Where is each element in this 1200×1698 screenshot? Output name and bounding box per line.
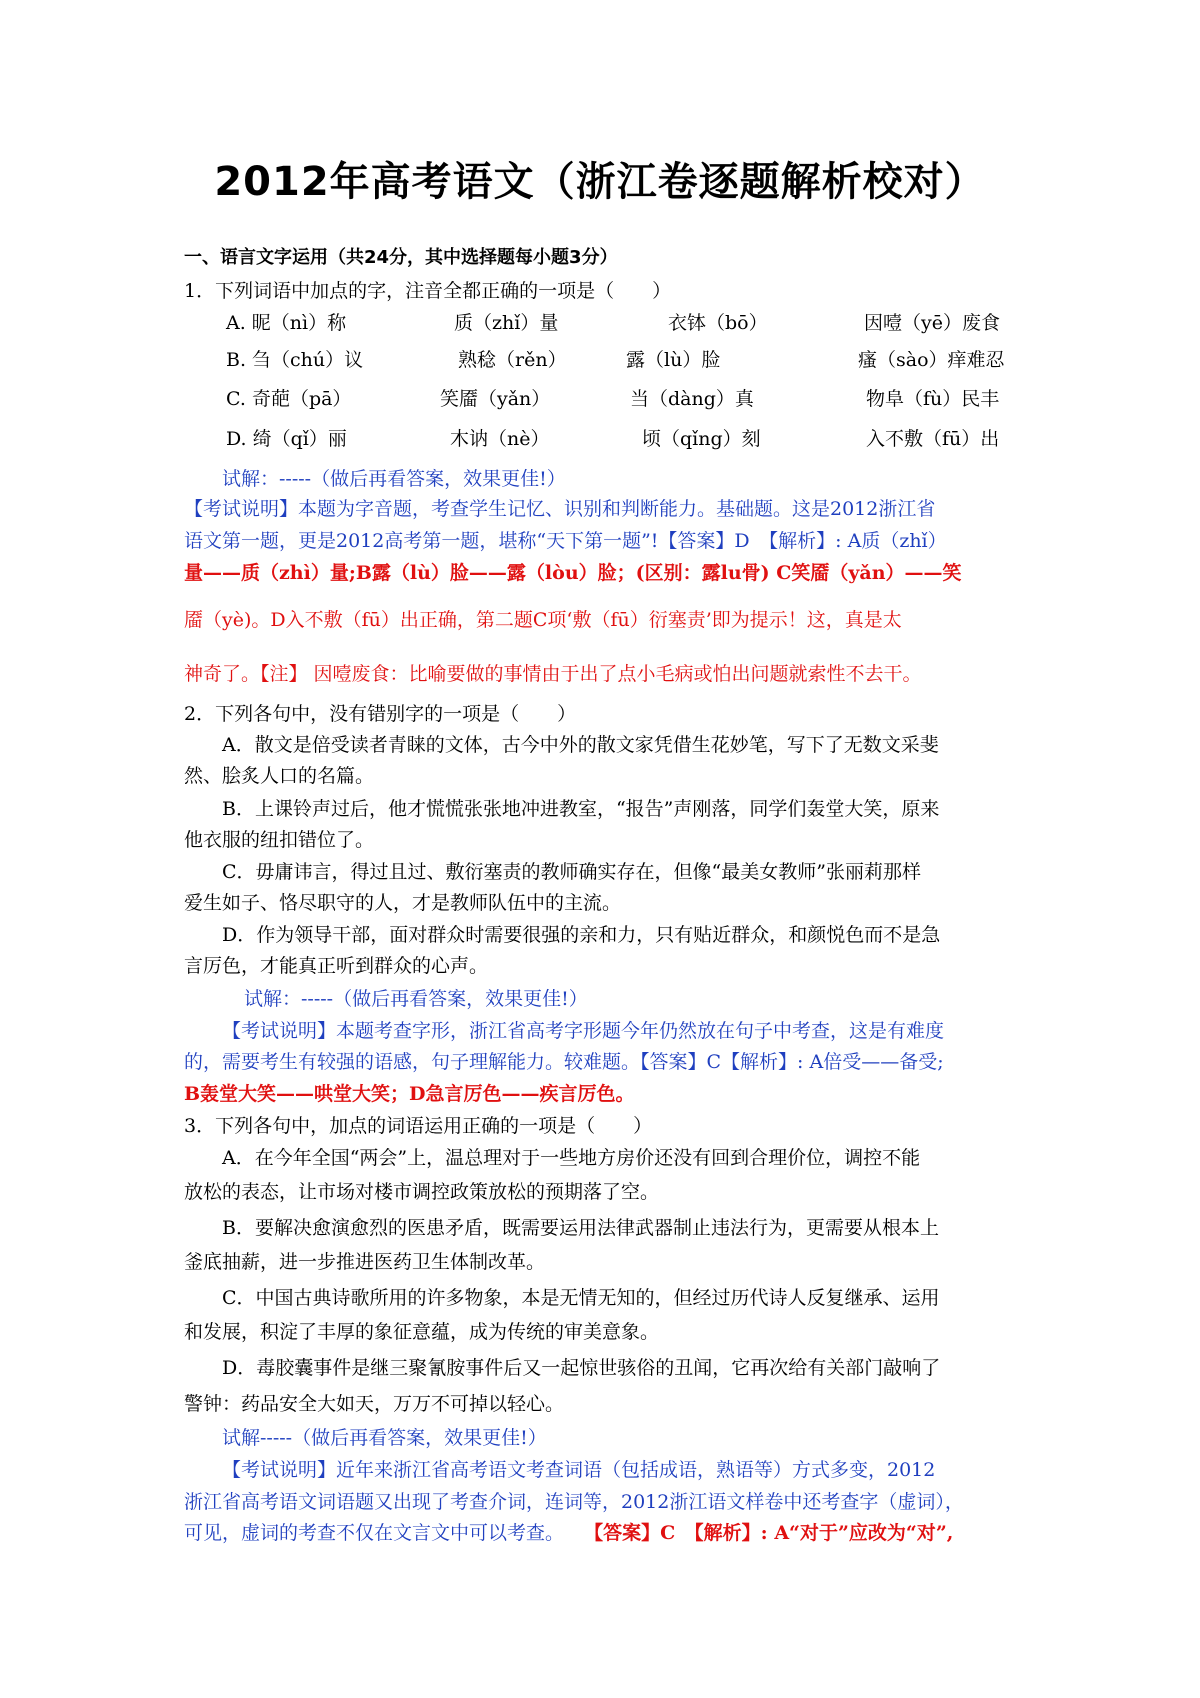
q1-option-a2: 质（zhǐ）量 bbox=[454, 312, 559, 334]
q3-explanation-line2: 浙江省高考语文词语题又出现了考查介词，连词等，2012浙江语文样卷中还考查字（虚词）， bbox=[184, 1491, 964, 1513]
q1-option-a4: 因噎（yē）废食 bbox=[864, 312, 1000, 334]
q1-explanation-line2: 语文第一题，更是2012高考第一题，堪称“天下第一题”!【答案】D 【解析】: A质（zhǐ） bbox=[184, 530, 947, 552]
q1-explanation-line5: 神奇了。【注】 因噎废食：比喻要做的事情由于出了点小毛病或怕出问题就索性不去干。 bbox=[184, 663, 922, 685]
q2-option-d-line1: D．作为领导干部，面对群众时需要很强的亲和力，只有贴近群众，和颜悦色而不是急 bbox=[222, 924, 941, 946]
q1-option-a3: 衣钵（bō） bbox=[668, 312, 768, 334]
q3-option-a-line2: 放松的表态，让市场对楼市调控政策放松的预期落了空。 bbox=[184, 1181, 660, 1203]
q3-explanation-line3 bbox=[184, 1521, 953, 1545]
q1-option-c4: 物阜（fù）民丰 bbox=[866, 388, 1000, 410]
q2-option-a-line1: A．散文是倍受读者青睐的文体，古今中外的散文家凭借生花妙笔，写下了无数文采斐 bbox=[222, 734, 939, 756]
q1-explanation-line4: 靥（yè)。D入不敷（fū）出正确，第二题C项‘敷（fū）衍塞责’即为提示！这，真是太 bbox=[184, 609, 902, 631]
q3-option-d-line1: D．毒胶囊事件是继三聚氰胺事件后又一起惊世骇俗的丑闻，它再次给有关部门敲响了 bbox=[222, 1357, 941, 1379]
q2-option-c-line1: C．毋庸讳言，得过且过、敷衍塞责的教师确实存在，但像“最美女教师”张丽莉那样 bbox=[222, 861, 921, 883]
q3-option-d-line2: 警钟：药品安全大如天，万万不可掉以轻心。 bbox=[184, 1393, 565, 1415]
page-title: 2012年高考语文（浙江卷逐题解析校对） bbox=[214, 159, 986, 205]
q1-option-d1: D. 绮（qǐ）丽 bbox=[226, 428, 347, 450]
q2-option-a-line2: 然、脍炙人口的名篇。 bbox=[184, 765, 375, 787]
q2-explanation-line1: 【考试说明】本题考查字形，浙江省高考字形题今年仍然放在句子中考查，这是有难度 bbox=[222, 1020, 945, 1042]
q1-option-b4: 瘙（sào）痒难忍 bbox=[858, 349, 1005, 371]
q3-option-b-line1: B．要解决愈演愈烈的医患矛盾，既需要运用法律武器制止违法行为，更需要从根本上 bbox=[222, 1217, 939, 1239]
q1-option-c2: 笑靥（yǎn） bbox=[440, 388, 551, 410]
q2-try-hint: 试解：-----（做后再看答案，效果更佳!） bbox=[244, 988, 588, 1010]
q1-option-a1: A. 昵（nì）称 bbox=[226, 312, 347, 334]
q3-option-c-line2: 和发展，积淀了丰厚的象征意蕴，成为传统的审美意象。 bbox=[184, 1321, 660, 1343]
q2-option-b-line2: 他衣服的纽扣错位了。 bbox=[184, 829, 375, 851]
q2-explanation-line3: B轰堂大笑——哄堂大笑；D急言厉色——疾言厉色。 bbox=[184, 1083, 635, 1105]
q1-option-c1: C. 奇葩（pā） bbox=[226, 388, 352, 410]
q1-stem: 1．下列词语中加点的字，注音全都正确的一项是（ ） bbox=[184, 280, 672, 302]
q1-option-b2: 熟稔（rěn） bbox=[458, 349, 567, 371]
q2-option-c-line2: 爱生如子、恪尽职守的人，才是教师队伍中的主流。 bbox=[184, 892, 622, 914]
section-heading: 一、语言文字运用（共24分，其中选择题每小题3分） bbox=[184, 247, 618, 268]
q1-try-hint: 试解：-----（做后再看答案，效果更佳!） bbox=[222, 468, 566, 490]
q3-option-b-line2: 釜底抽薪，进一步推进医药卫生体制改革。 bbox=[184, 1251, 546, 1273]
q1-explanation-line3: 量——质（zhì）量;B露（lù）脸——露（lòu）脸；(区别：露lu骨) C笑靥（yǎn）——笑 bbox=[184, 562, 962, 584]
q3-explanation-line1: 【考试说明】近年来浙江省高考语文考查词语（包括成语，熟语等）方式多变，2012 bbox=[222, 1459, 936, 1481]
q3-option-c-line1: C．中国古典诗歌所用的许多物象，本是无情无知的，但经过历代诗人反复继承、运用 bbox=[222, 1287, 940, 1309]
q1-option-b1: B. 刍（chú）议 bbox=[226, 349, 364, 371]
q2-option-d-line2: 言厉色，才能真正听到群众的心声。 bbox=[184, 955, 489, 977]
q3-stem: 3．下列各句中，加点的词语运用正确的一项是（ ） bbox=[184, 1115, 653, 1137]
q3-answer-analysis: 【答案】C 【解析】: A“对于”应改为“对”, bbox=[584, 1522, 954, 1544]
q3-option-a-line1: A．在今年全国“两会”上，温总理对于一些地方房价还没有回到合理价位，调控不能 bbox=[222, 1147, 921, 1169]
q1-explanation-line1: 【考试说明】本题为字音题，考查学生记忆、识别和判断能力。基础题。这是2012浙江省 bbox=[184, 498, 936, 520]
q1-option-c3: 当（dàng）真 bbox=[630, 388, 754, 410]
q1-option-d2: 木讷（nè） bbox=[450, 428, 550, 450]
q3-explanation-line3-text: 可见，虚词的考查不仅在文言文中可以考查。 bbox=[184, 1522, 565, 1544]
q1-option-d3: 顷（qǐng）刻 bbox=[642, 428, 761, 450]
q1-option-d4: 入不敷（fū）出 bbox=[866, 428, 1000, 450]
q3-try-hint: 试解-----（做后再看答案，效果更佳!） bbox=[222, 1427, 547, 1449]
q2-explanation-line2: 的，需要考生有较强的语感，句子理解能力。较难题。【答案】C【解析】: A倍受——备受; bbox=[184, 1051, 944, 1073]
q2-option-b-line1: B．上课铃声过后，他才慌慌张张地冲进教室，“报告”声刚落，同学们轰堂大笑，原来 bbox=[222, 798, 940, 820]
q1-option-b3: 露（lù）脸 bbox=[626, 349, 721, 371]
q2-stem: 2．下列各句中，没有错别字的一项是（ ） bbox=[184, 703, 577, 725]
